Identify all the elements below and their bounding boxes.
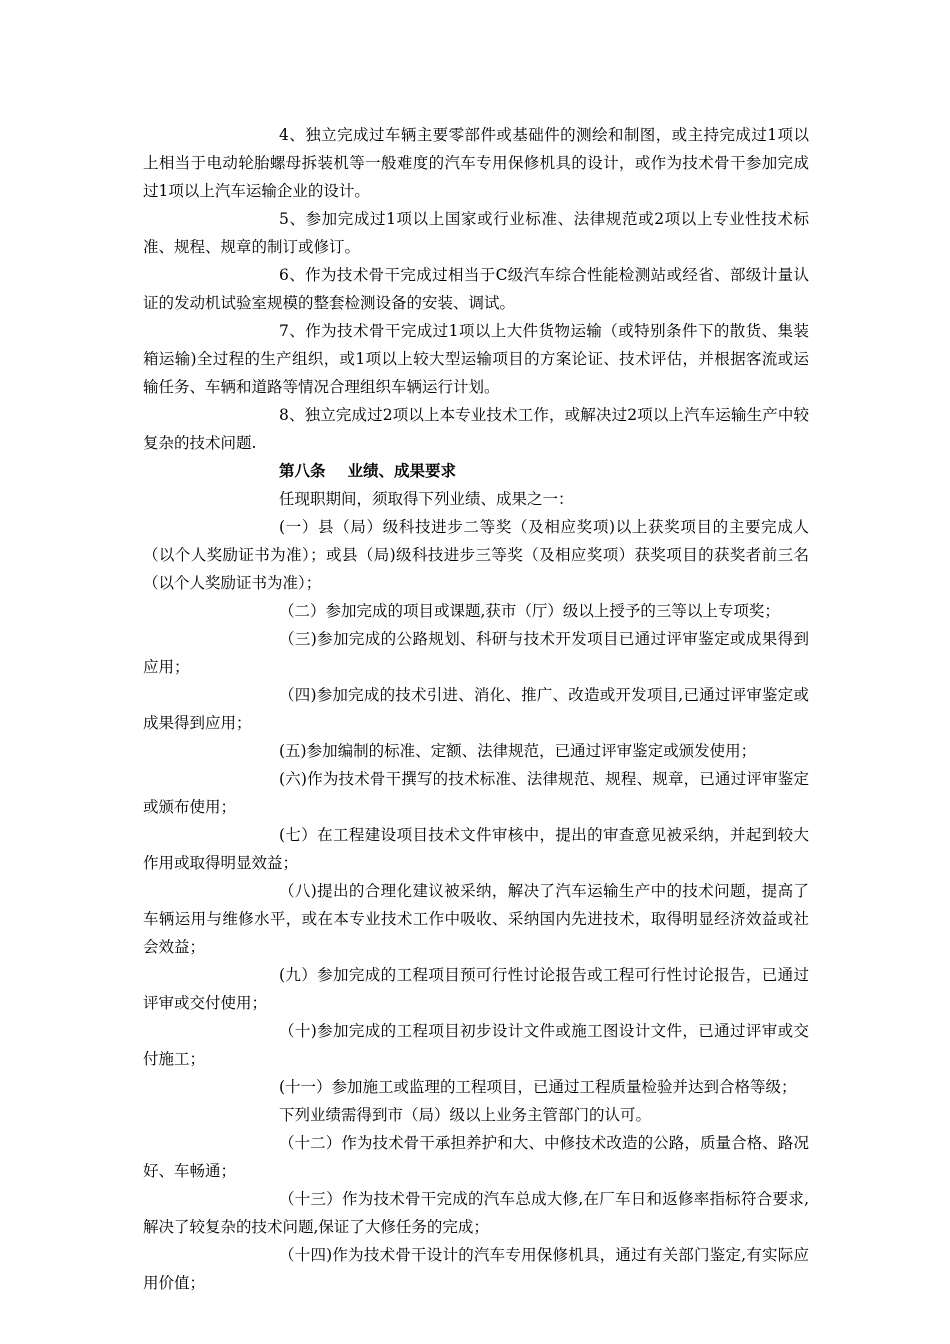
article-number: 第八条	[279, 461, 326, 480]
requirement-item-9: (九）参加完成的工程项目预可行性讨论报告或工程可行性讨论报告，已通过评审或交付使用；	[143, 966, 809, 1012]
article-intro: 任现职期间，须取得下列业绩、成果之一：	[279, 490, 574, 508]
requirement-item-7: (七）在工程建设项目技术文件审核中，提出的审查意见被采纳，并起到较大作用或取得明显效益；	[143, 826, 809, 872]
requirement-item-6: (六)作为技术骨干撰写的技术标准、法律规范、规程、规章，已通过评审鉴定或颁布使用；	[143, 770, 809, 816]
paragraph-item-7: 7、作为技术骨干完成过1项以上大件货物运输（或特别条件下的散货、集装箱运输)全过程的生产组织，或1项以上较大型运输项目的方案论证、技术评估，并根据客流或运输任务、车辆和道路等情况合理组织车辆运行计划。	[143, 322, 809, 396]
requirement-item-8: （八)提出的合理化建议被采纳，解决了汽车运输生产中的技术问题，提高了车辆运用与维修水平，或在本专业技术工作中吸收、采纳国内先进技术，取得明显经济效益或社会效益；	[143, 882, 809, 956]
article-title: 业绩、成果要求	[347, 461, 457, 480]
requirement-item-14: （十四)作为技术骨干设计的汽车专用保修机具，通过有关部门鉴定,有实际应用价值；	[143, 1246, 809, 1292]
document-page	[143, 121, 809, 1297]
requirement-item-12: （十二）作为技术骨干承担养护和大、中修技术改造的公路，质量合格、路况好、车畅通；	[143, 1134, 809, 1180]
requirement-item-2: （二）参加完成的项目或课题,获市（厅）级以上授予的三等以上专项奖；	[279, 602, 780, 620]
requirement-item-10: （十)参加完成的工程项目初步设计文件或施工图设计文件，已通过评审或交付施工；	[143, 1022, 809, 1068]
requirement-item-4: （四)参加完成的技术引进、消化、推广、改造或开发项目,已通过评审鉴定或成果得到应用；	[143, 686, 809, 732]
requirement-item-3: （三)参加完成的公路规划、科研与技术开发项目已通过评审鉴定或成果得到应用；	[143, 630, 809, 676]
article-heading	[143, 457, 809, 485]
approval-note: 下列业绩需得到市（局）级以上业务主管部门的认可。	[279, 1106, 652, 1124]
paragraph-item-4: 4、独立完成过车辆主要零部件或基础件的测绘和制图，或主持完成过1项以上相当于电动轮胎螺母拆装机等一般难度的汽车专用保修机具的设计，或作为技术骨干参加完成过1项以上汽车运输企业的设计。	[143, 126, 809, 200]
requirement-item-1: (一）县（局）级科技进步二等奖（及相应奖项)以上获奖项目的主要完成人（以个人奖励证书为准）；或县（局)级科技进步三等奖（及相应奖项）获奖项目的获奖者前三名（以个人奖励证书为准）；	[143, 518, 809, 592]
paragraph-item-6: 6、作为技术骨干完成过相当于C级汽车综合性能检测站或经省、部级计量认证的发动机试验室规模的整套检测设备的安装、调试。	[143, 266, 809, 312]
paragraph-item-8: 8、独立完成过2项以上本专业技术工作，或解决过2项以上汽车运输生产中较复杂的技术问题.	[143, 406, 809, 452]
requirement-item-5: (五)参加编制的标准、定额、法律规范，已通过评审鉴定或颁发使用；	[279, 742, 757, 760]
requirement-item-13: （十三）作为技术骨干完成的汽车总成大修,在厂车日和返修率指标符合要求,解决了较复杂的技术问题,保证了大修任务的完成；	[143, 1190, 809, 1236]
requirement-item-11: (十一）参加施工或监理的工程项目，已通过工程质量检验并达到合格等级；	[279, 1078, 797, 1096]
paragraph-item-5: 5、参加完成过1项以上国家或行业标准、法律规范或2项以上专业性技术标准、规程、规章的制订或修订。	[143, 210, 809, 256]
